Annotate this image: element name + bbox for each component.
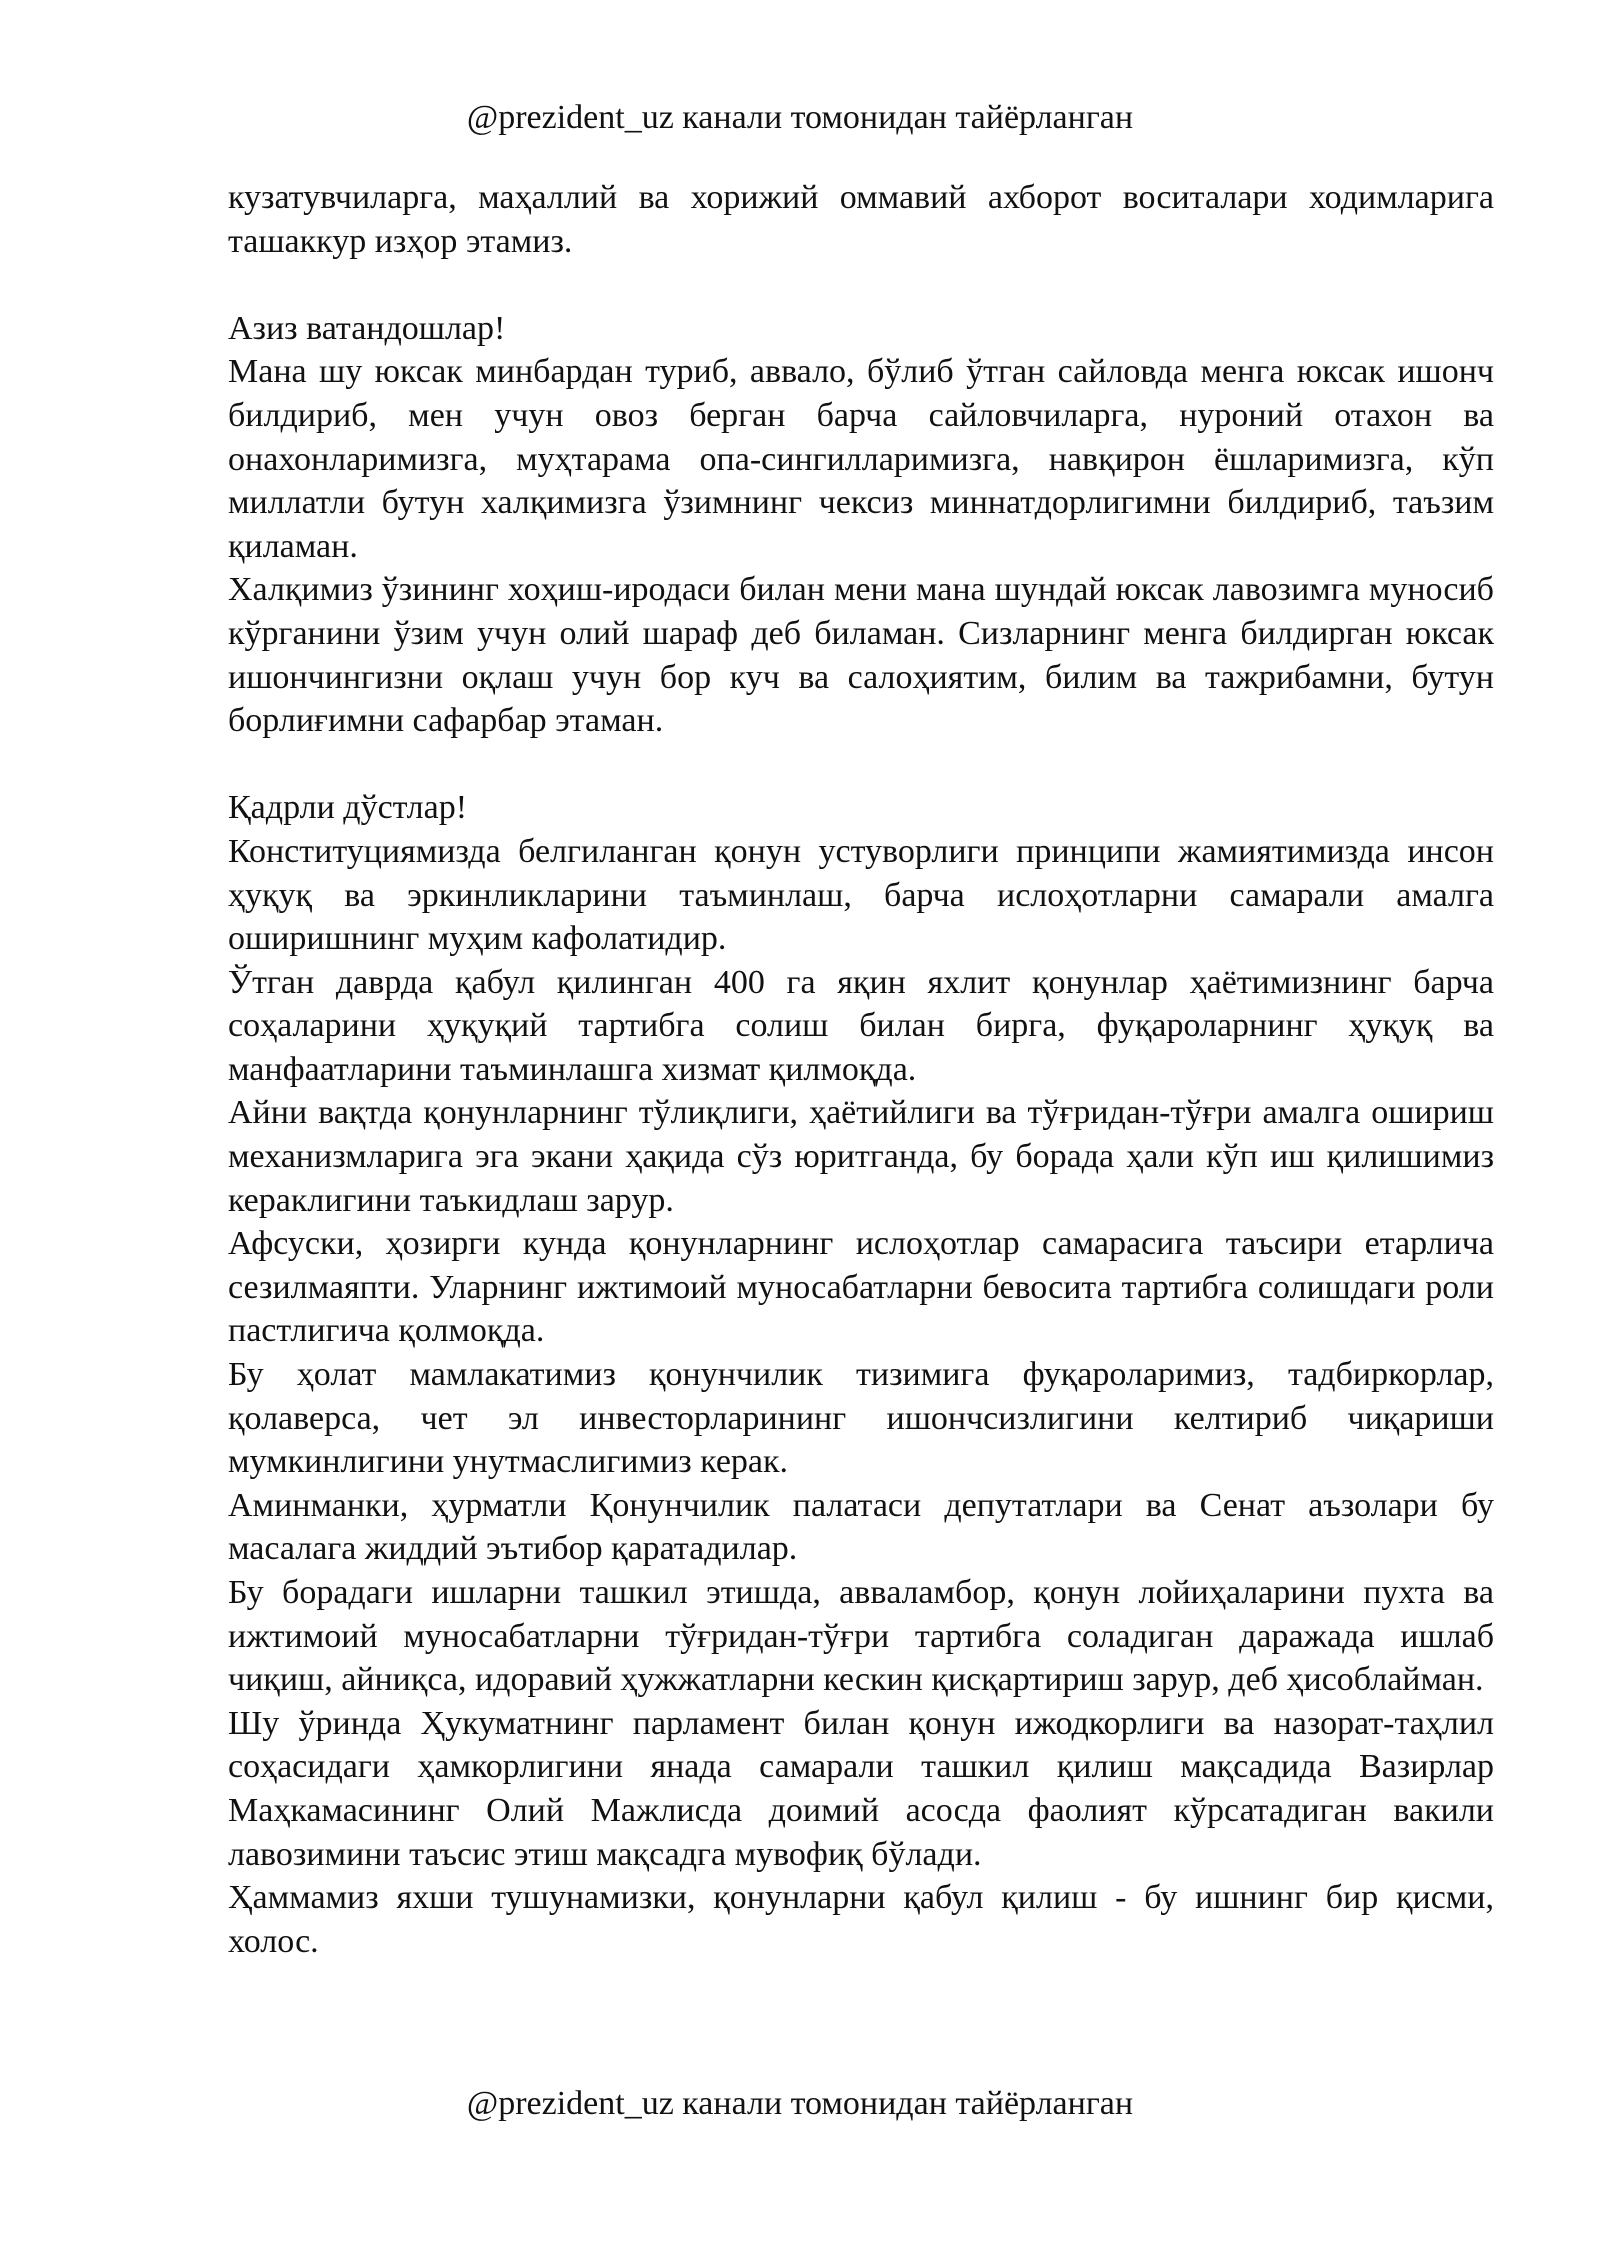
page-footer: @prezident_uz канали томонидан тайёрланган (466, 2085, 1134, 2122)
paragraph-gap (228, 263, 1494, 307)
paragraph-drafting: Бу борадаги ишларни ташкил этишда, аввaламбор, қонун лойиҳаларини пухта ва ижтимоий муносабатларни тўғридан-тўғри тартибга соладиган даражада ишлаб чиқиш, айниқса, идоравий ҳужжатларни кескин қисқартириш зарур, деб ҳисоблайман. (228, 1574, 1494, 1699)
paragraph-continuation: кузатувчиларга, маҳаллий ва хорижий оммавий ахборот воситалари ходимларига ташаккур изҳор этамиз. (228, 179, 1494, 260)
paragraph-honor: Халқимиз ўзининг хоҳиш-иродаси билан мени мана шундай юксак лавозимга муносиб кўрганини ўзим учун олий шараф деб биламан. Сизларнинг менга билдирган юксак ишончингизни оқлаш учун бор куч ва салоҳиятим, билим ва тажрибамни, бутун борлиғимни сафарбар этаман. (228, 571, 1494, 740)
greeting-compatriots: Азиз ватандошлар! (228, 309, 506, 347)
paragraph-conclusion: Ҳаммамиз яхши тушунамизки, қонунларни қабул қилиш - бу ишнинг бир қисми, холос. (228, 1879, 1494, 1960)
paragraph-laws-completeness: Айни вақтда қонунларнинг тўлиқлиги, ҳаётийлиги ва тўғридан-тўғри амалга ошириш механизмларига эга экани ҳақида сўз юритганда, бу борада ҳали кўп иш қилишимиз кераклигини таъкидлаш зарур. (228, 1094, 1494, 1219)
greeting-friends: Қадрли дўстлар! (228, 789, 468, 827)
page-header: @prezident_uz канали томонидан тайёрланган (466, 99, 1134, 136)
document-body (228, 176, 1494, 1963)
paragraph-trust: Бу ҳолат мамлакатимиз қонунчилик тизимига фуқароларимиз, тадбиркорлар, қолаверса, чет эл инвесторларининг ишончсизлигини келтириб чиқариши мумкинлигини унутмаслигимиз керак. (228, 1356, 1494, 1481)
paragraph-parliament-attention: Аминманки, ҳурматли Қонунчилик палатаси депутатлари ва Сенат аъзолари бу масалага жиддий эътибор қаратадилар. (228, 1486, 1494, 1568)
paragraph-constitution: Конституциямизда белгиланган қонун устуворлиги принципи жамиятимизда инсон ҳуқуқ ва эркинликларини таъминлаш, барча ислоҳотларни самарали амалга оширишнинг муҳим кафолатидир. (228, 832, 1494, 958)
paragraph-gap (228, 743, 1494, 787)
paragraph-laws-effect: Афсуски, ҳозирги кунда қонунларнинг ислоҳотлар самарасига таъсири етарлича сезилмаяпти. Уларнинг ижтимоий муносабатларни бевосита тартибга солишдаги роли пастлигича қолмоқда. (228, 1225, 1494, 1350)
paragraph-laws-adopted: Ўтган даврда қабул қилинган 400 га яқин яхлит қонунлар ҳаётимизнинг барча соҳаларини ҳуқуқий тартибга солиш билан бирга, фуқароларнинг ҳуқуқ ва манфаатларини таъминлашга хизмат қилмоқда. (228, 963, 1494, 1088)
paragraph-government-representative: Шу ўринда Ҳукуматнинг парламент билан қонун ижодкорлиги ва назорат-таҳлил соҳасидаги ҳамкорлигини янада самарали ташкил қилиш мақсадида Вазирлар Маҳкамасининг Олий Мажлисда доимий асосда фаолият кўрсатадиган вакили лавозимини таъсис этиш мақсадга мувофиқ бўлади. (228, 1704, 1494, 1873)
paragraph-gratitude: Мана шу юксак минбардан туриб, аввало, бўлиб ўтган сайловда менга юксак ишонч билдириб, мен учун овоз берган барча сайловчиларга, нуроний отахон ва онахонларимизга, муҳтарама опа-сингилларимизга, навқирон ёшларимизга, кўп миллатли бутун халқимизга ўзимнинг чексиз миннатдорлигимни билдириб, таъзим қиламан. (228, 353, 1494, 565)
